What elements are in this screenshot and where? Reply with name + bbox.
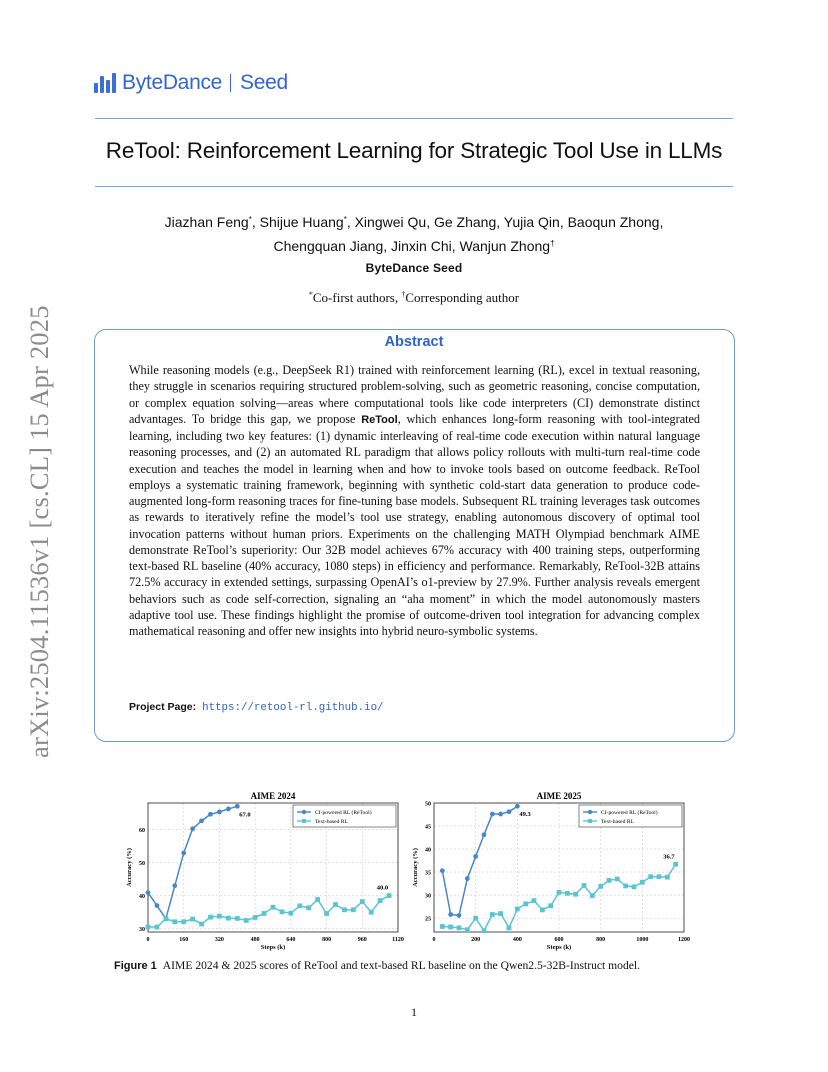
x-axis-label: Steps (k) (546, 944, 572, 951)
text-rl-data-point (244, 918, 249, 923)
logo-brand: ByteDance (122, 71, 223, 94)
text-rl-data-point (482, 928, 487, 933)
x-tick-label: 960 (357, 937, 367, 943)
retool-end-label: 67.0 (239, 811, 251, 819)
project-page-label: Project Page: (129, 701, 197, 713)
retool-end-label: 49.3 (519, 811, 531, 819)
legend-entry-label: CI-powered RL (ReTool) (601, 810, 658, 817)
chart-legend (579, 805, 682, 827)
x-tick-label: 800 (322, 937, 332, 943)
abstract-method-name: ReTool (361, 413, 398, 426)
title-bottom-rule (95, 186, 733, 187)
y-tick-label: 40 (139, 894, 145, 901)
y-tick-label: 40 (425, 847, 431, 854)
retool-series-line (442, 806, 517, 915)
x-tick-label: 800 (596, 937, 606, 943)
figure-caption-text: AIME 2024 & 2025 scores of ReTool and text-based RL baseline on the Qwen2.5-32B-Instruct model. (162, 959, 641, 972)
author-name: Jiazhan Feng (164, 214, 249, 230)
text-rl-data-point (369, 910, 374, 915)
retool-data-point (226, 807, 231, 812)
text-rl-data-point (515, 907, 520, 912)
author-name: Baoqun Zhong (567, 214, 660, 230)
text-rl-data-point (457, 925, 462, 930)
text-rl-data-point (315, 897, 320, 902)
author-name: Ge Zhang (433, 214, 497, 230)
text-rl-data-point (324, 911, 329, 916)
text-rl-data-point (473, 916, 478, 921)
text-rl-data-point (490, 912, 495, 917)
y-tick-label: 35 (425, 870, 431, 877)
chart-legend (293, 805, 396, 827)
x-tick-label: 600 (554, 937, 564, 943)
text-rl-end-label: 36.7 (663, 853, 675, 861)
abstract-text (129, 362, 700, 639)
arxiv-identifier: arXiv:2504.11536v1 [cs.CL] 15 Apr 2025 (24, 305, 54, 758)
text-rl-data-point (540, 907, 545, 912)
author-line-2 (100, 233, 728, 257)
text-rl-data-point (623, 884, 628, 889)
y-tick-label: 30 (139, 927, 145, 934)
legend-entry-label: Text-based RL (315, 819, 349, 826)
text-rl-data-point (208, 915, 213, 920)
text-rl-data-point (387, 893, 392, 898)
text-rl-data-point (351, 907, 356, 912)
text-rl-data-point (532, 898, 537, 903)
text-rl-data-point (648, 874, 653, 879)
x-tick-label: 160 (179, 937, 189, 943)
text-rl-data-point (163, 916, 168, 921)
text-rl-data-point (199, 922, 204, 927)
x-axis-label: Steps (k) (260, 944, 286, 951)
text-rl-data-point (507, 925, 512, 930)
abstract-text-part2: , which enhances long-form reasoning with tool-integrated learning, including two key features: (1) dynamic interleaving of real-time code execution within natural language reasoning processes, and (2) an automated RL paradigm that allows policy rollouts with multi-turn real-time code execution and teaches the model in learning when and how to invoke tools based on outcome feedback. ReTool employs a systematic training framework, beginning with synthetic cold-start data generation to produce code-augmented long-form reasoning traces for fine-tuning base models. Subsequent RL training leverages task outcomes as rewards to iteratively refine the model’s tool use strategy, enabling autonomous discovery of optimal tool invocation patterns without human priors. Experiments on the challenging MATH Olympiad benchmark AIME demonstrate ReTool’s superiority: Our 32B model achieves 67% accuracy with 400 training steps, outperforming text-based RL baseline (40% accuracy, 1080 steps) in efficiency and performance. Remarkably, ReTool-32B attains 72.5% accuracy in extended settings, surpassing OpenAI’s o1-preview by 27.9%. Further analysis reveals emergent behaviors such as code self-correction, signaling an “aha moment” in which the model autonomously masters adaptive tool use. These findings highlight the promise of outcome-driven tool integration for advancing complex mathematical reasoning and offer new insights into hybrid neuro-symbolic systems. (129, 411, 700, 638)
text-rl-data-point (253, 915, 258, 920)
retool-data-point (199, 818, 204, 823)
abstract-text-part1: While reasoning models (e.g., DeepSeek R1) trained with reinforcement learning (RL), excel in textual reasoning, they struggle in scenarios requiring structured problem-solving, such as geometric reasoning, concise computation, or complex equation solving—areas where computational tools like code interpreters (CI) demonstrate distinct advantages. To bridge this gap, we propose (129, 363, 700, 426)
retool-data-point (457, 913, 462, 918)
y-tick-label: 50 (425, 801, 431, 808)
chart-title: AIME 2024 (250, 791, 296, 801)
retool-data-point (515, 804, 520, 809)
retool-data-point (217, 810, 222, 815)
author-name: Chengquan Jiang (273, 238, 384, 254)
retool-data-point (208, 812, 213, 817)
bytedance-seed-logo (94, 70, 288, 96)
project-page (129, 701, 384, 714)
affiliation: ByteDance Seed (365, 261, 463, 275)
retool-data-point (155, 903, 160, 908)
x-tick-label: 0 (432, 937, 436, 943)
y-tick-label: 60 (139, 827, 145, 834)
retool-data-point (473, 854, 478, 859)
retool-data-point (490, 812, 495, 817)
y-tick-label: 50 (139, 861, 145, 868)
y-axis-label: Accuracy (%) (126, 848, 133, 887)
legend-entry-label: CI-powered RL (ReTool) (315, 810, 372, 817)
logo-product: Seed (240, 71, 288, 94)
text-rl-data-point (360, 899, 365, 904)
aime-2025-chart (412, 788, 704, 958)
retool-data-point (190, 826, 195, 831)
text-rl-data-point (557, 890, 562, 895)
text-rl-data-point (523, 901, 528, 906)
x-tick-label: 200 (471, 937, 481, 943)
logo-bars-icon (94, 73, 116, 93)
text-rl-data-point (146, 925, 151, 930)
retool-data-point (235, 804, 240, 809)
text-rl-data-point (590, 893, 595, 898)
retool-data-point (448, 912, 453, 917)
logo-divider (230, 74, 231, 92)
text-rl-data-point (342, 907, 347, 912)
note-cofirst-text: Co-first authors, (312, 290, 402, 305)
y-tick-label: 25 (425, 916, 431, 923)
author-separator: , (559, 214, 568, 230)
x-tick-label: 1200 (678, 937, 690, 943)
x-tick-label: 1000 (636, 937, 649, 943)
author-mark: † (550, 239, 555, 248)
text-rl-data-point (288, 911, 293, 916)
project-page-link[interactable]: https://retool-rl.github.io/ (202, 702, 384, 714)
retool-data-point (507, 809, 512, 814)
x-tick-label: 320 (214, 937, 224, 943)
text-rl-data-point (280, 909, 285, 914)
x-tick-label: 400 (512, 937, 522, 943)
text-rl-data-point (548, 903, 553, 908)
retool-data-point (146, 890, 151, 895)
legend-swatch-marker (588, 819, 592, 823)
text-rl-data-point (657, 874, 662, 879)
x-tick-label: 640 (286, 937, 296, 943)
text-rl-data-point (440, 924, 445, 929)
text-rl-data-point (632, 884, 637, 889)
retool-data-point (482, 832, 487, 837)
author-name: Jinxin Chi (391, 238, 452, 254)
page-number: 1 (411, 1005, 417, 1019)
text-rl-data-point (181, 919, 186, 924)
y-tick-label: 45 (425, 824, 431, 831)
author-separator: , (659, 214, 664, 230)
author-list (100, 209, 728, 257)
text-rl-data-point (565, 891, 570, 896)
text-rl-data-point (226, 916, 231, 921)
note-symbol-cofirst: * (308, 290, 313, 299)
text-rl-data-point (598, 884, 603, 889)
paper-title: ReTool: Reinforcement Learning for Strategic Tool Use in LLMs (105, 138, 723, 163)
author-name: Xingwei Qu (354, 214, 427, 230)
text-rl-end-label: 40.0 (376, 884, 389, 892)
text-rl-data-point (582, 883, 587, 888)
y-axis-label: Accuracy (%) (412, 848, 419, 887)
author-note (0, 290, 828, 306)
text-rl-data-point (573, 892, 578, 897)
title-top-rule (95, 118, 733, 119)
text-rl-data-point (297, 903, 302, 908)
text-rl-data-point (378, 898, 383, 903)
retool-data-point (181, 851, 186, 856)
retool-data-point (498, 812, 503, 817)
author-mark: * (343, 215, 347, 224)
text-rl-data-point (333, 902, 338, 907)
author-separator: , (426, 214, 434, 230)
figure-caption (114, 959, 640, 972)
text-rl-data-point (640, 880, 645, 885)
note-symbol-corresponding: † (401, 290, 406, 299)
legend-swatch-marker (302, 810, 306, 814)
text-rl-data-point (172, 919, 177, 924)
retool-data-point (172, 883, 177, 888)
text-rl-data-point (271, 905, 276, 910)
text-rl-data-point (306, 905, 311, 910)
legend-swatch-marker (588, 810, 592, 814)
abstract-heading: Abstract (384, 334, 444, 350)
author-name: Shijue Huang (259, 214, 344, 230)
chart-title: AIME 2025 (536, 791, 582, 801)
text-rl-data-point (448, 925, 453, 930)
x-tick-label: 0 (146, 937, 150, 943)
text-rl-data-point (465, 927, 470, 932)
text-rl-data-point (190, 917, 195, 922)
author-separator: , (451, 238, 460, 254)
author-separator: , (251, 214, 260, 230)
author-separator: , (383, 238, 392, 254)
text-rl-data-point (262, 911, 267, 916)
text-rl-data-point (235, 916, 240, 921)
retool-data-point (465, 876, 470, 881)
retool-data-point (440, 868, 445, 873)
author-name: Wanjun Zhong (459, 238, 551, 254)
text-rl-data-point (155, 925, 160, 930)
legend-swatch-marker (302, 819, 306, 823)
x-tick-label: 1120 (392, 937, 404, 943)
author-separator: , (346, 214, 355, 230)
y-tick-label: 30 (425, 893, 431, 900)
x-tick-label: 480 (250, 937, 260, 943)
author-line-1 (100, 209, 728, 233)
text-rl-data-point (673, 862, 678, 867)
author-separator: , (496, 214, 504, 230)
text-rl-data-point (607, 878, 612, 883)
text-rl-data-point (665, 875, 670, 880)
text-rl-data-point (498, 911, 503, 916)
text-rl-data-point (615, 877, 620, 882)
text-rl-data-point (217, 914, 222, 919)
aime-2024-chart (126, 788, 418, 958)
legend-entry-label: Text-based RL (601, 819, 635, 826)
figure-label: Figure 1 (114, 960, 157, 972)
note-corresponding-text: Corresponding author (405, 290, 520, 305)
author-mark: * (248, 215, 252, 224)
author-name: Yujia Qin (503, 214, 560, 230)
